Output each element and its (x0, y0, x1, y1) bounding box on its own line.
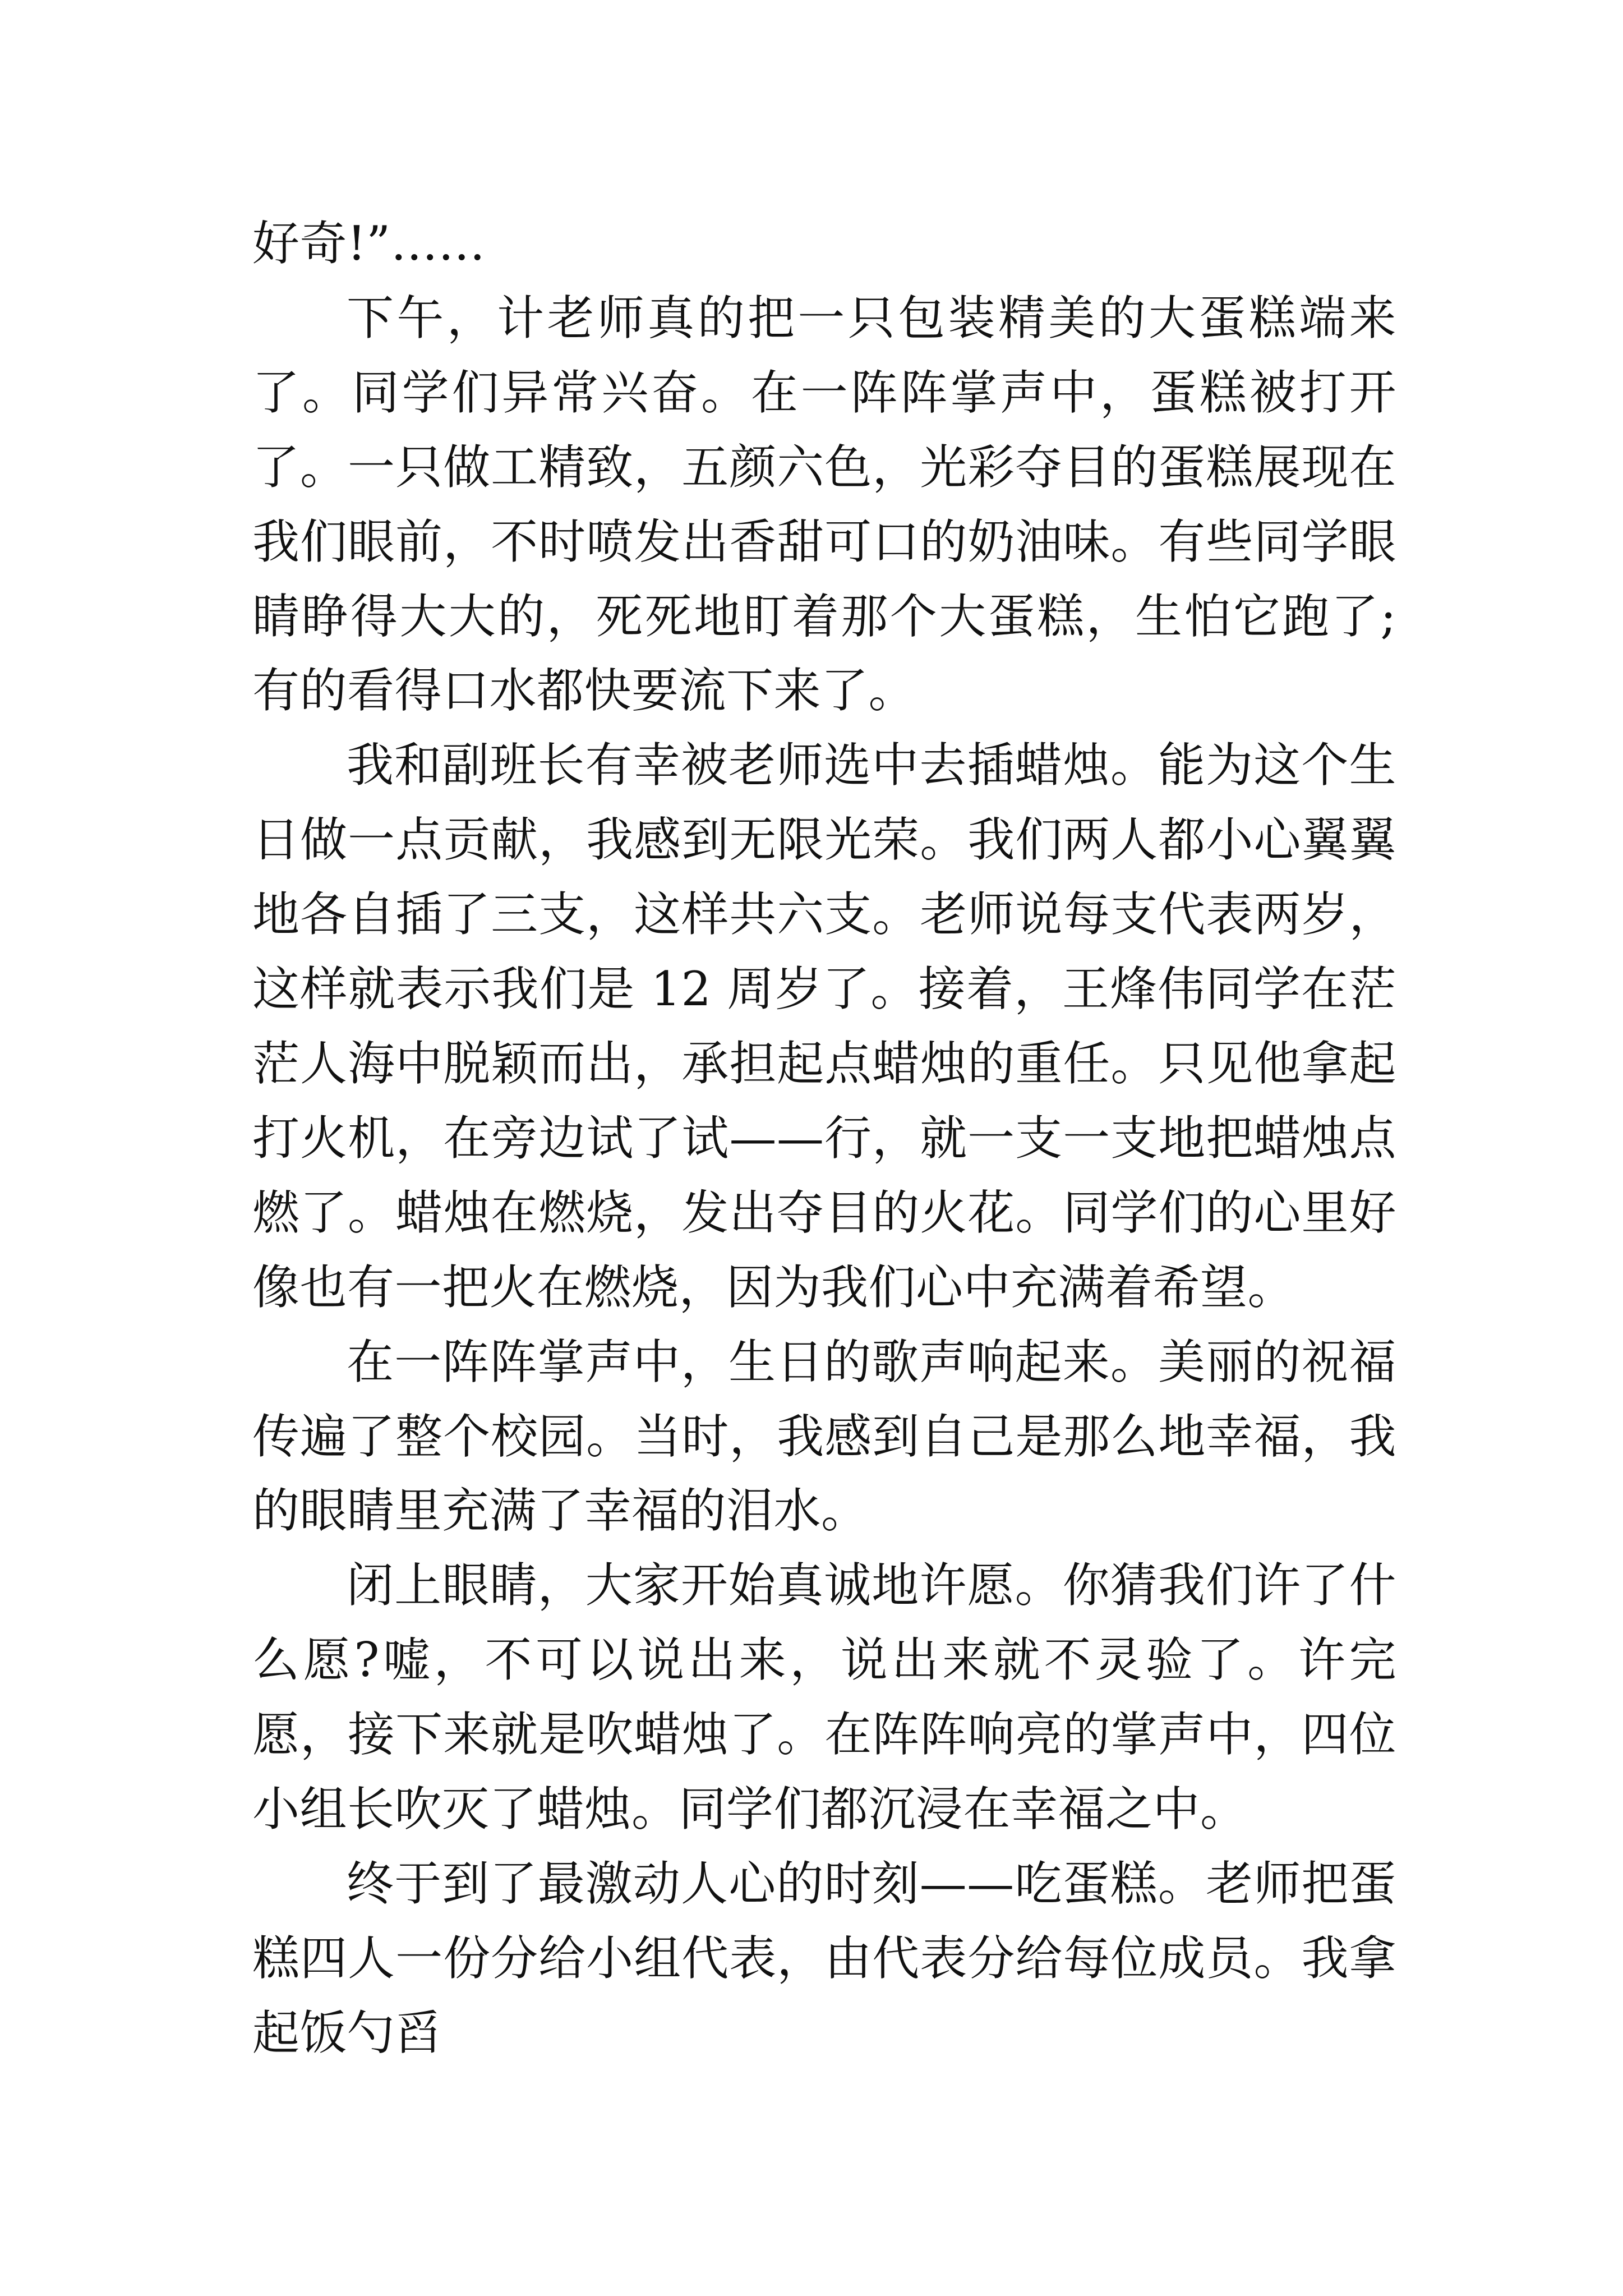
document-body (252, 206, 1396, 2070)
paragraph-6: 终于到了最激动人心的时刻——吃蛋糕。老师把蛋糕四人一份分给小组代表，由代表分给每位成员。我拿起饭勺舀 (252, 1856, 1396, 2060)
paragraph-5: 闭上眼睛，大家开始真诚地许愿。你猜我们许了什么愿?嘘，不可以说出来，说出来就不灵验了。许完愿，接下来就是吹蜡烛了。在阵阵响亮的掌声中，四位小组长吹灭了蜡烛。同学们都沉浸在幸福之中。 (252, 1558, 1396, 1837)
paragraph-2: 下午，计老师真的把一只包装精美的大蛋糕端来了。同学们异常兴奋。在一阵阵掌声中，蛋糕被打开了。一只做工精致，五颜六色，光彩夺目的蛋糕展现在我们眼前，不时喷发出香甜可口的奶油味。有些同学眼睛睁得大大的，死死地盯着那个大蛋糕，生怕它跑了;有的看得口水都快要流下来了。 (252, 290, 1396, 719)
paragraph-3: 我和副班长有幸被老师选中去插蜡烛。能为这个生日做一点贡献，我感到无限光荣。我们两人都小心翼翼地各自插了三支，这样共六支。老师说每支代表两岁，这样就表示我们是 12 周岁了。接着，王烽伟同学在茫茫人海中脱颖而出，承担起点蜡烛的重任。只见他拿起打火机，在旁边试了试——行，就一支一支地把蜡烛点燃了。蜡烛在燃烧，发出夺目的火花。同学们的心里好像也有一把火在燃烧，因为我们心中充满着希望。 (252, 738, 1396, 1315)
paragraph-4: 在一阵阵掌声中，生日的歌声响起来。美丽的祝福传遍了整个校园。当时，我感到自己是那么地幸福，我的眼睛里充满了幸福的泪水。 (252, 1334, 1396, 1539)
paragraph-1: 好奇!”…… (252, 216, 486, 271)
